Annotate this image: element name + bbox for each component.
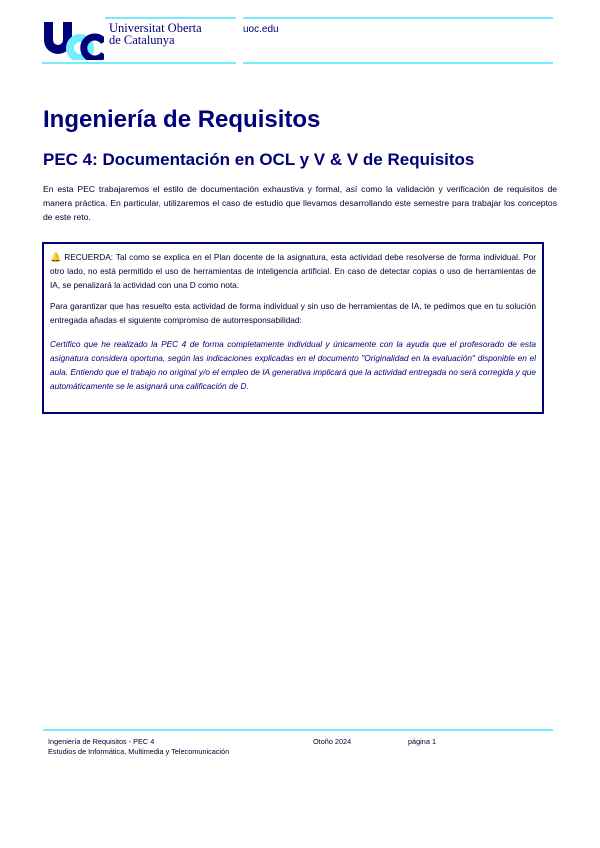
intro-paragraph: En esta PEC trabajaremos el estilo de documentación exhaustiva y formal, así como la validación y verificación de requisitos de manera práctica. En particular, utilizaremos el caso de estudio que llevamos desarrollando este semestre para trabajar los conceptos de este reto. (43, 184, 557, 222)
university-url-link[interactable]: uoc.edu (243, 24, 279, 35)
notice-box (42, 242, 544, 414)
footer-rule (43, 729, 553, 731)
notice-paragraph-1-text: RECUERDA: Tal como se explica en el Plan docente de la asignatura, esta actividad debe resolverse de forma individual. Por otro lado, no está permitido el uso de herramientas de inteligencia artificial. En caso de detectar copias o uso de herramientas de IA, se penalizará la actividad con una D como nota. (50, 252, 536, 290)
header-rule-top-right (243, 17, 553, 19)
header-rule-bottom-left (42, 62, 236, 64)
document-subtitle: PEC 4: Documentación en OCL y V & V de Requisitos (43, 150, 475, 169)
footer-course: Ingeniería de Requisitos - PEC 4 (48, 737, 155, 746)
notice-paragraph-2: Para garantizar que has resuelto esta actividad de forma individual y sin uso de herramientas de IA, te pedimos que en tu solución entregada añadas el siguiente compromiso de autorresponsabilidad: (50, 301, 536, 325)
footer-studies: Estudios de Informática, Multimedia y Telecomunicación (48, 747, 230, 756)
footer-page-number: página 1 (408, 737, 436, 746)
header-rule-bottom-right (243, 62, 553, 64)
commitment-statement: Certifico que he realizado la PEC 4 de forma completamente individual y únicamente con la ayuda que el profesorado de esta asignatura considera oportuna, según las indicaciones explicadas en el documento "Originalidad en la evaluación" disponible en el aula. Entiendo que el trabajo no original y/o el empleo de IA generativa implicará que la actividad entregada no será corregida y que automáticamente se le asignará una calificación de D. (50, 339, 536, 391)
footer-term: Otoño 2024 (313, 737, 352, 746)
university-name (109, 22, 202, 46)
document-title: Ingeniería de Requisitos (43, 106, 321, 133)
header-rule-top-left (105, 17, 236, 19)
university-name-line1: Universitat Oberta (109, 21, 202, 35)
uoc-logo (42, 20, 104, 60)
bell-icon: 🔔 (50, 252, 62, 262)
notice-paragraph-1 (50, 250, 536, 292)
university-name-line2: de Catalunya (109, 33, 175, 47)
